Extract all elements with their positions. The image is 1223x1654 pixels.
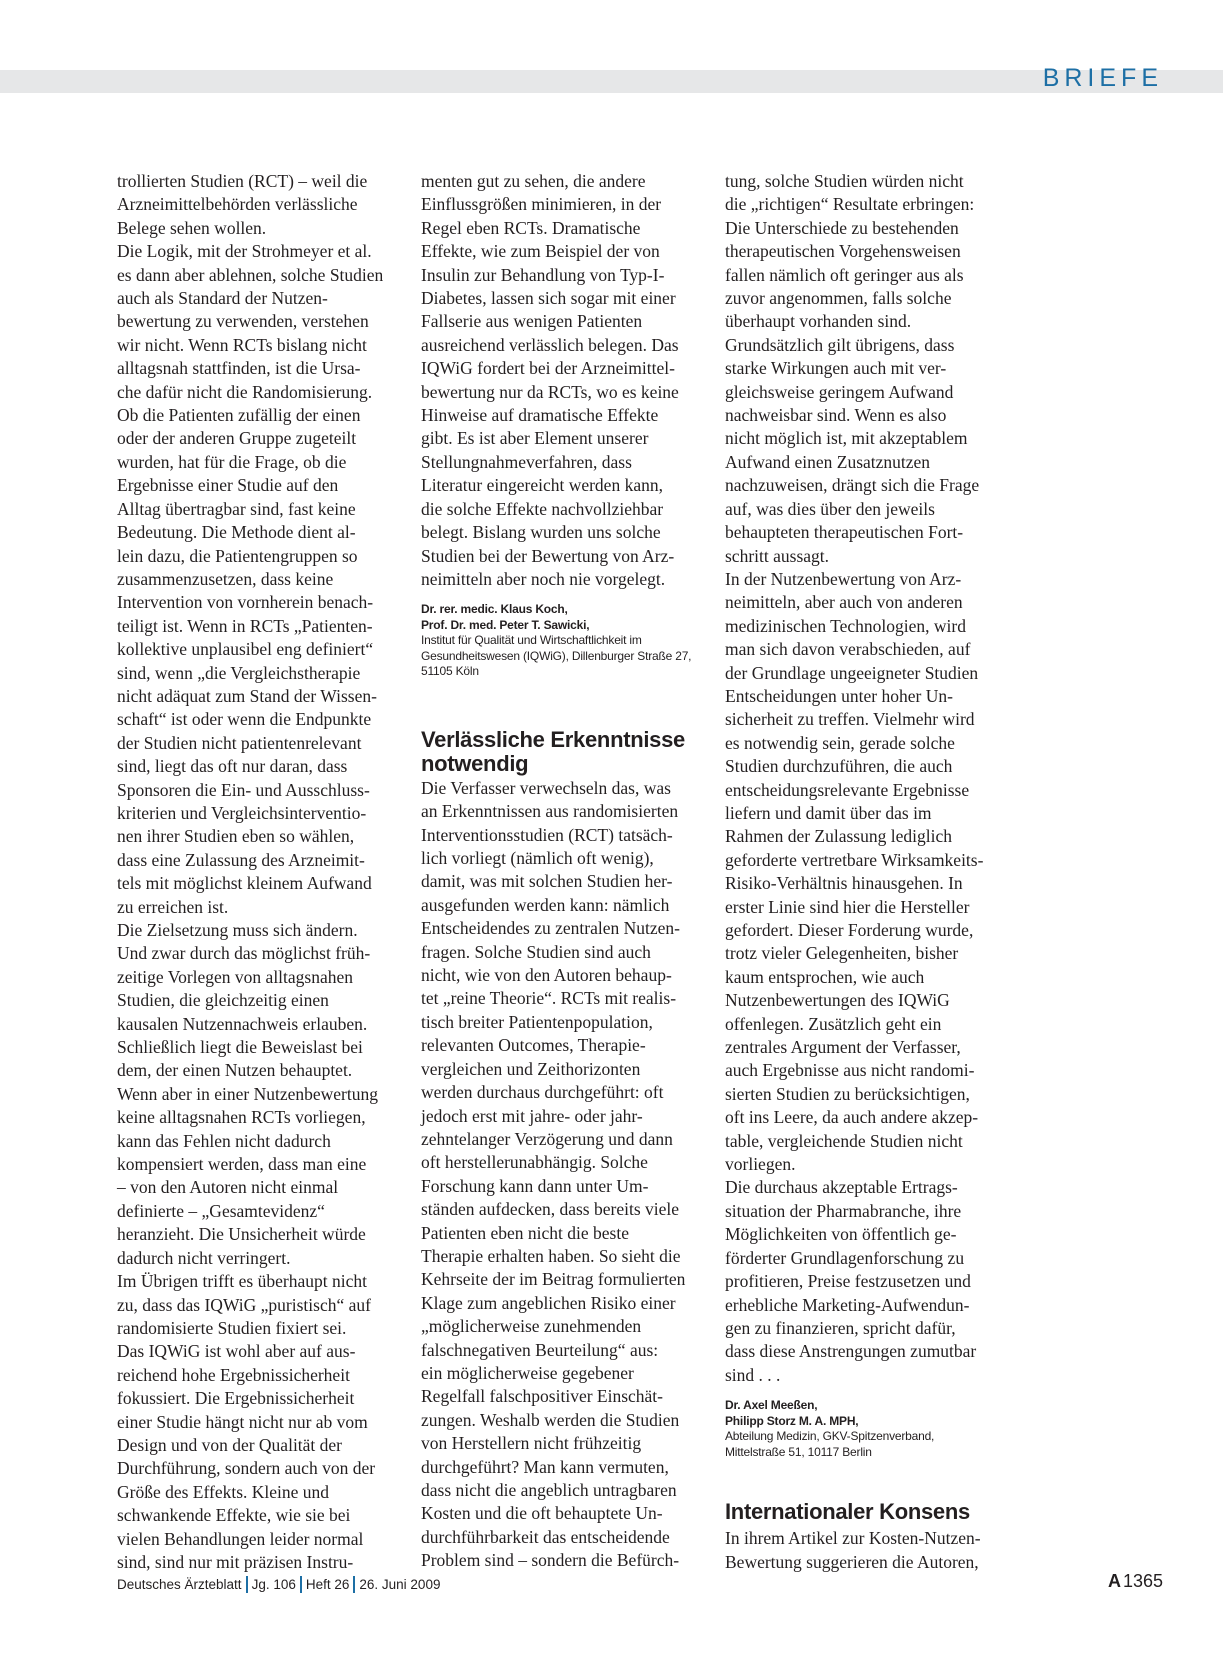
body-text: menten gut zu sehen, die andere Einflussgrößen minimieren, in der Regel eben RCTs. Dramatische Effekte, wie zum Beispiel der von Insulin zur Behandlung von Typ-I- Diabetes, lassen sich sogar mit einer Fallserie aus wenigen Patienten ausreichend verlässlich belegen. Das IQWiG fordert bei der Arzneimittel- bewertung nur da RCTs, wo es keine Hinweise auf dramatische Effekte gibt. Es ist aber Element unserer Stellungnahmeverfahren, dass Literatur eingereicht werden kann, die solche Effekte nachvollziehbar belegt. Bislang wurden uns solche Studien bei der Bewertung von Arz- neimitteln aber noch nie vorgelegt. (421, 171, 679, 589)
letter-heading: Verlässliche Erkenntnisse notwendig (421, 726, 685, 776)
journal-issue: Heft 26 (305, 1577, 350, 1592)
letter-heading: Internationaler Konsens (725, 1499, 970, 1525)
journal-date: 26. Juni 2009 (359, 1577, 441, 1592)
journal-name: Deutsches Ärzteblatt (117, 1577, 242, 1592)
footer-separator (246, 1576, 248, 1593)
footer-separator (353, 1576, 355, 1593)
body-text: In ihrem Artikel zur Kosten-Nutzen- Bewertung suggerieren die Autoren, (725, 1528, 981, 1572)
body-text: Die Verfasser verwechseln das, was an Erkenntnissen aus randomisierten Interventionsstudien (RCT) tatsäch- lich vorliegt (nämlich oft wenig), damit, was mit solchen Studien her- ausgefunden werden kann: nämlich Entscheidendes zu zentralen Nutzen- fragen. Solche Studien sind auch nicht, wie von den Autoren behaup- tet „reine Theorie“. RCTs mit realis- tisch breiter Patientenpopulation, relevanten Outcomes, Therapie- vergleichen und Zeithorizonten werden durchaus durchgeführt: oft jedoch erst mit jahre- oder jahr- zehntelanger Verzögerung und dann oft herstellerunabhängig. Solche Forschung kann dann unter Um- ständen aufdecken, dass bereits viele Patienten eben nicht die beste Therapie erhalten haben. So sieht die Kehrseite der im Beitrag formulierten Klage zum angeblichen Risiko einer „möglicherweise zunehmenden falschnegativen Beurteilung“ aus: ein möglicherweise gegebener Regelfall falschpositiver Einschät- zungen. Weshalb werden die Studien von Herstellern nicht frühzeitig durchgeführt? Man kann vermuten, dass nicht die angeblich untragbaren Kosten und die oft behauptete Un- durchführbarkeit das entscheidende Problem sind – sondern die Befürch- (421, 777, 686, 1571)
column-1 (117, 170, 409, 1574)
page-prefix: A (1107, 1571, 1121, 1591)
footer-separator (300, 1576, 302, 1593)
author-name: Dr. Axel Meeßen, (725, 1398, 818, 1413)
column-2 (421, 170, 713, 1573)
column-3 (725, 170, 1017, 1574)
page-number-value: 1365 (1122, 1571, 1163, 1591)
letter-signature (421, 602, 713, 680)
author-name: Prof. Dr. med. Peter T. Sawicki, (421, 617, 590, 632)
section-label: BRIEFE (1042, 64, 1163, 92)
author-affiliation: Institut für Qualität und Wirtschaftlichkeit im Gesundheitswesen (IQWiG), Dillenburger Straße 27, 51105 Köln (421, 633, 692, 679)
header-band (0, 70, 1223, 93)
journal-volume: Jg. 106 (251, 1577, 296, 1592)
letter-signature (725, 1398, 1017, 1460)
author-name: Philipp Storz M. A. MPH, (725, 1413, 859, 1428)
footer-citation (117, 1576, 440, 1593)
page-number (1108, 1571, 1163, 1592)
author-affiliation: Abteilung Medizin, GKV-Spitzenverband, Mittelstraße 51, 10117 Berlin (725, 1429, 935, 1459)
body-text: tung, solche Studien würden nicht die „richtigen“ Resultate erbringen: Die Unterschiede zu bestehenden therapeutischen Vorgehensweisen fallen nämlich oft geringer aus als zuvor angenommen, falls solche überhaupt vorhanden sind. Grundsätzlich gilt übrigens, dass starke Wirkungen auch mit ver- gleichsweise geringem Aufwand nachweisbar sind. Wenn es also nicht möglich ist, mit akzeptablem Aufwand einen Zusatznutzen nachzuweisen, drängt sich die Frage auf, was dies über den jeweils behaupteten therapeutischen Fort- schritt aussagt. In der Nutzenbewertung von Arz- neimitteln, aber auch von anderen medizinischen Technologien, wird man sich davon verabschieden, auf der Grundlage ungeeigneter Studien Entscheidungen unter hoher Un- sicherheit zu treffen. Vielmehr wird es notwendig sein, gerade solche Studien durchzuführen, die auch entscheidungsrelevante Ergebnisse liefern und damit über das im Rahmen der Zulassung lediglich geforderte vertretbare Wirksamkeits- Risiko-Verhältnis hinausgehen. In erster Linie sind hier die Hersteller gefordert. Dieser Forderung wurde, trotz vieler Gelegenheiten, bisher kaum entsprochen, wie auch Nutzenbewertungen des IQWiG offenlegen. Zusätzlich geht ein zentrales Argument der Verfasser, auch Ergebnisse aus nicht randomi- sierten Studien zu berücksichtigen, oft ins Leere, da auch andere akzep- table, vergleichende Studien nicht vorliegen. Die durchaus akzeptable Ertrags- situation der Pharmabranche, ihre Möglichkeiten von öffentlich ge- förderter Grundlagenforschung zu profitieren, Preise festzusetzen und erhebliche Marketing-Aufwendun- gen zu finanzieren, spricht dafür, dass diese Anstrengungen zumutbar sind . . . (725, 171, 984, 1385)
body-text: trollierten Studien (RCT) – weil die Arzneimittelbehörden verlässliche Belege sehen wollen. Die Logik, mit der Strohmeyer et al. es dann aber ablehnen, solche Studien auch als Standard der Nutzen- bewertung zu verwenden, verstehen wir nicht. Wenn RCTs bislang nicht alltagsnah stattfinden, ist die Ursa- che dafür nicht die Randomisierung. Ob die Patienten zufällig der einen oder der anderen Gruppe zugeteilt wurden, hat für die Frage, ob die Ergebnisse einer Studie auf den Alltag übertragbar sind, fast keine Bedeutung. Die Methode dient al- lein dazu, die Patientengruppen so zusammenzusetzen, dass keine Intervention von vornherein benach- teiligt ist. Wenn in RCTs „Patienten- kollektive unplausibel eng definiert“ sind, wenn „die Vergleichstherapie nicht adäquat zum Stand der Wissen- schaft“ ist oder wenn die Endpunkte der Studien nicht patientenrelevant sind, liegt das oft nur daran, dass Sponsoren die Ein- und Ausschluss- kriterien und Vergleichsinterventio- nen ihrer Studien eben so wählen, dass eine Zulassung des Arzneimit- tels mit möglichst kleinem Aufwand zu erreichen ist. Die Zielsetzung muss sich ändern. Und zwar durch das möglichst früh- zeitige Vorlegen von alltagsnahen Studien, die gleichzeitig einen kausalen Nutzennachweis erlauben. Schließlich liegt die Beweislast bei dem, der einen Nutzen behauptet. Wenn aber in einer Nutzenbewertung keine alltagsnahen RCTs vorliegen, kann das Fehlen nicht dadurch kompensiert werden, dass man eine – von den Autoren nicht einmal definierte – „Gesamtevidenz“ heranzieht. Die Unsicherheit würde dadurch nicht verringert. Im Übrigen trifft es überhaupt nicht zu, dass das IQWiG „puristisch“ auf randomisierte Studien fixiert sei. Das IQWiG ist wohl aber auf aus- reichend hohe Ergebnissicherheit fokussiert. Die Ergebnissicherheit einer Studie hängt nicht nur ab vom Design und von der Qualität der Durchführung, sondern auch von der Größe des Effekts. Kleine und schwankende Effekte, wie sie bei vielen Behandlungen leider normal sind, sind nur mit präzisen Instru- (117, 171, 384, 1572)
author-name: Dr. rer. medic. Klaus Koch, (421, 602, 568, 617)
